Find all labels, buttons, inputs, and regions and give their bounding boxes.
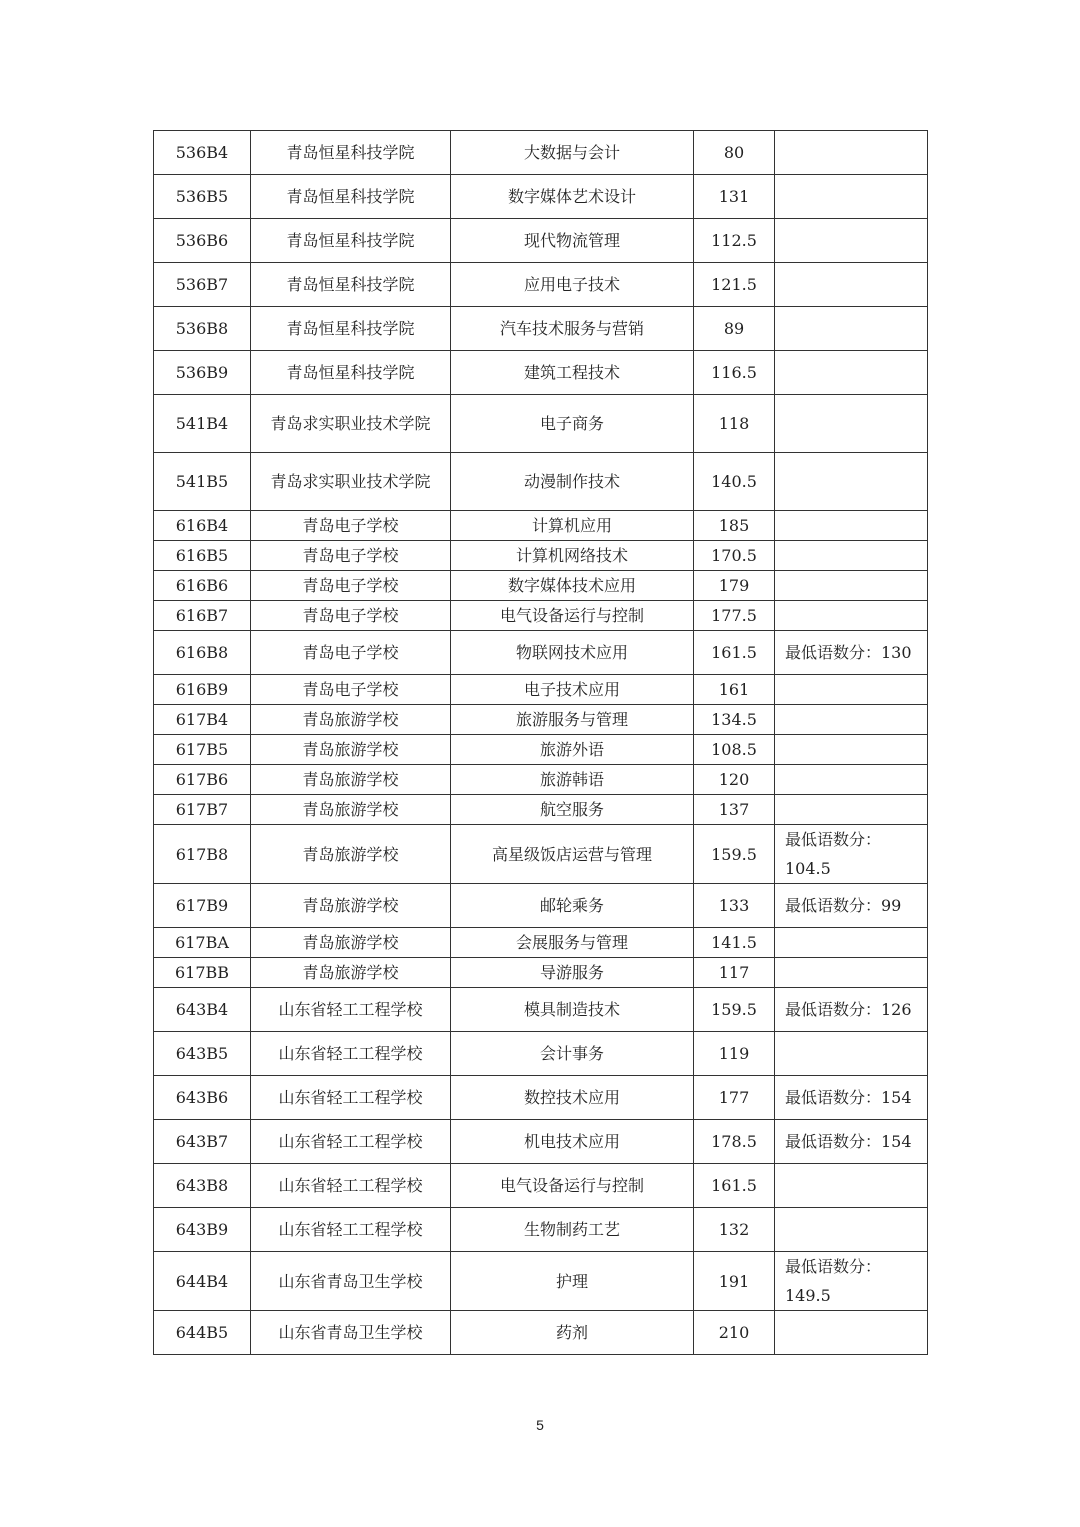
cell-school: 青岛求实职业技术学院 (251, 453, 451, 511)
cell-major: 物联网技术应用 (451, 631, 694, 675)
cell-note (775, 395, 928, 453)
cell-school: 青岛旅游学校 (251, 928, 451, 958)
cell-major: 计算机应用 (451, 511, 694, 541)
cell-note (775, 511, 928, 541)
table-row (154, 1032, 928, 1076)
cell-school: 青岛电子学校 (251, 601, 451, 631)
cell-school: 青岛旅游学校 (251, 795, 451, 825)
cell-score: 177.5 (694, 601, 775, 631)
cell-school: 青岛旅游学校 (251, 884, 451, 928)
cell-major: 大数据与会计 (451, 131, 694, 175)
cell-school: 山东省轻工工程学校 (251, 988, 451, 1032)
cell-school: 山东省青岛卫生学校 (251, 1311, 451, 1355)
cell-major: 电子商务 (451, 395, 694, 453)
cell-code: 643B9 (154, 1208, 251, 1252)
cell-code: 643B8 (154, 1164, 251, 1208)
cell-score: 116.5 (694, 351, 775, 395)
table-row (154, 1252, 928, 1311)
cell-school: 山东省轻工工程学校 (251, 1076, 451, 1120)
cell-code: 616B8 (154, 631, 251, 675)
cell-major: 电气设备运行与控制 (451, 1164, 694, 1208)
cell-major: 护理 (451, 1252, 694, 1311)
cell-code: 536B7 (154, 263, 251, 307)
cell-score: 89 (694, 307, 775, 351)
cell-score: 159.5 (694, 988, 775, 1032)
cell-code: 536B4 (154, 131, 251, 175)
cell-note (775, 175, 928, 219)
cell-code: 617B8 (154, 825, 251, 884)
cell-score: 131 (694, 175, 775, 219)
cell-major: 数字媒体艺术设计 (451, 175, 694, 219)
cell-note (775, 131, 928, 175)
cell-school: 青岛电子学校 (251, 675, 451, 705)
cell-school: 青岛旅游学校 (251, 765, 451, 795)
cell-code: 616B4 (154, 511, 251, 541)
cell-score: 170.5 (694, 541, 775, 571)
cell-code: 616B7 (154, 601, 251, 631)
cell-note (775, 219, 928, 263)
table-row (154, 928, 928, 958)
cell-score: 185 (694, 511, 775, 541)
cell-note (775, 1164, 928, 1208)
cell-major: 动漫制作技术 (451, 453, 694, 511)
cell-score: 117 (694, 958, 775, 988)
cell-school: 青岛恒星科技学院 (251, 219, 451, 263)
cell-school: 青岛恒星科技学院 (251, 175, 451, 219)
table-row (154, 795, 928, 825)
cell-score: 120 (694, 765, 775, 795)
table-row (154, 988, 928, 1032)
cell-major: 电气设备运行与控制 (451, 601, 694, 631)
cell-major: 数控技术应用 (451, 1076, 694, 1120)
cell-note (775, 795, 928, 825)
cell-note (775, 351, 928, 395)
page-number: 5 (536, 1417, 544, 1433)
table-row (154, 571, 928, 601)
cell-note (775, 1032, 928, 1076)
cell-note (775, 928, 928, 958)
cell-major: 生物制药工艺 (451, 1208, 694, 1252)
cell-note (775, 1311, 928, 1355)
cell-score: 210 (694, 1311, 775, 1355)
cell-score: 141.5 (694, 928, 775, 958)
cell-major: 航空服务 (451, 795, 694, 825)
cell-note: 最低语数分：99 (775, 884, 928, 928)
cell-code: 617B4 (154, 705, 251, 735)
table-row (154, 631, 928, 675)
cell-code: 644B5 (154, 1311, 251, 1355)
table-row (154, 1076, 928, 1120)
cell-score: 161.5 (694, 631, 775, 675)
cell-school: 青岛旅游学校 (251, 958, 451, 988)
admission-score-table (153, 130, 928, 1355)
table-row (154, 511, 928, 541)
cell-score: 137 (694, 795, 775, 825)
cell-major: 建筑工程技术 (451, 351, 694, 395)
cell-score: 177 (694, 1076, 775, 1120)
cell-major: 导游服务 (451, 958, 694, 988)
table-row (154, 1311, 928, 1355)
cell-school: 青岛恒星科技学院 (251, 263, 451, 307)
cell-note (775, 263, 928, 307)
cell-school: 青岛旅游学校 (251, 705, 451, 735)
cell-major: 高星级饭店运营与管理 (451, 825, 694, 884)
cell-note (775, 453, 928, 511)
cell-major: 现代物流管理 (451, 219, 694, 263)
cell-major: 旅游韩语 (451, 765, 694, 795)
cell-note (775, 765, 928, 795)
table-row (154, 735, 928, 765)
cell-score: 134.5 (694, 705, 775, 735)
cell-note (775, 958, 928, 988)
cell-code: 536B9 (154, 351, 251, 395)
cell-note (775, 601, 928, 631)
cell-code: 616B5 (154, 541, 251, 571)
cell-note (775, 307, 928, 351)
cell-note: 最低语数分：104.5 (775, 825, 928, 884)
cell-code: 643B7 (154, 1120, 251, 1164)
table-row (154, 263, 928, 307)
cell-major: 会展服务与管理 (451, 928, 694, 958)
cell-score: 191 (694, 1252, 775, 1311)
table-row (154, 705, 928, 735)
table-row (154, 307, 928, 351)
cell-major: 模具制造技术 (451, 988, 694, 1032)
cell-score: 159.5 (694, 825, 775, 884)
cell-school: 青岛旅游学校 (251, 735, 451, 765)
cell-school: 青岛恒星科技学院 (251, 351, 451, 395)
cell-score: 140.5 (694, 453, 775, 511)
cell-code: 616B6 (154, 571, 251, 601)
cell-note: 最低语数分：154 (775, 1076, 928, 1120)
table-row (154, 884, 928, 928)
cell-score: 133 (694, 884, 775, 928)
cell-code: 536B8 (154, 307, 251, 351)
cell-major: 旅游服务与管理 (451, 705, 694, 735)
cell-code: 617B7 (154, 795, 251, 825)
cell-major: 汽车技术服务与营销 (451, 307, 694, 351)
table-row (154, 1164, 928, 1208)
cell-note: 最低语数分：126 (775, 988, 928, 1032)
cell-note (775, 541, 928, 571)
cell-school: 山东省轻工工程学校 (251, 1120, 451, 1164)
cell-note (775, 1208, 928, 1252)
cell-score: 178.5 (694, 1120, 775, 1164)
table-row (154, 219, 928, 263)
cell-score: 118 (694, 395, 775, 453)
cell-note: 最低语数分：154 (775, 1120, 928, 1164)
cell-code: 541B4 (154, 395, 251, 453)
cell-note (775, 675, 928, 705)
table-row (154, 453, 928, 511)
table-row (154, 541, 928, 571)
cell-major: 药剂 (451, 1311, 694, 1355)
table-row (154, 1208, 928, 1252)
cell-code: 617BA (154, 928, 251, 958)
table-row (154, 675, 928, 705)
table-row (154, 765, 928, 795)
cell-major: 数字媒体技术应用 (451, 571, 694, 601)
cell-major: 机电技术应用 (451, 1120, 694, 1164)
cell-major: 会计事务 (451, 1032, 694, 1076)
table-row (154, 131, 928, 175)
cell-score: 80 (694, 131, 775, 175)
cell-score: 161.5 (694, 1164, 775, 1208)
cell-school: 青岛电子学校 (251, 631, 451, 675)
cell-code: 536B5 (154, 175, 251, 219)
cell-note: 最低语数分：149.5 (775, 1252, 928, 1311)
table-row (154, 825, 928, 884)
cell-code: 616B9 (154, 675, 251, 705)
cell-school: 山东省轻工工程学校 (251, 1208, 451, 1252)
cell-score: 132 (694, 1208, 775, 1252)
cell-code: 643B5 (154, 1032, 251, 1076)
cell-major: 旅游外语 (451, 735, 694, 765)
cell-school: 山东省轻工工程学校 (251, 1164, 451, 1208)
cell-school: 青岛求实职业技术学院 (251, 395, 451, 453)
cell-major: 计算机网络技术 (451, 541, 694, 571)
cell-code: 617B6 (154, 765, 251, 795)
cell-score: 112.5 (694, 219, 775, 263)
cell-school: 青岛电子学校 (251, 541, 451, 571)
cell-code: 644B4 (154, 1252, 251, 1311)
cell-code: 643B6 (154, 1076, 251, 1120)
cell-score: 179 (694, 571, 775, 601)
cell-score: 121.5 (694, 263, 775, 307)
table-row (154, 958, 928, 988)
cell-school: 青岛旅游学校 (251, 825, 451, 884)
cell-school: 青岛恒星科技学院 (251, 131, 451, 175)
cell-note (775, 571, 928, 601)
cell-school: 青岛电子学校 (251, 571, 451, 601)
cell-code: 541B5 (154, 453, 251, 511)
cell-school: 青岛恒星科技学院 (251, 307, 451, 351)
table-body (154, 131, 928, 1355)
table-row (154, 351, 928, 395)
cell-major: 邮轮乘务 (451, 884, 694, 928)
cell-school: 山东省青岛卫生学校 (251, 1252, 451, 1311)
cell-note (775, 735, 928, 765)
table-row (154, 1120, 928, 1164)
cell-code: 536B6 (154, 219, 251, 263)
table-row (154, 395, 928, 453)
table-row (154, 601, 928, 631)
cell-code: 643B4 (154, 988, 251, 1032)
cell-score: 108.5 (694, 735, 775, 765)
cell-code: 617B5 (154, 735, 251, 765)
cell-school: 山东省轻工工程学校 (251, 1032, 451, 1076)
cell-note: 最低语数分：130 (775, 631, 928, 675)
table-row (154, 175, 928, 219)
cell-code: 617BB (154, 958, 251, 988)
cell-major: 应用电子技术 (451, 263, 694, 307)
cell-note (775, 705, 928, 735)
cell-school: 青岛电子学校 (251, 511, 451, 541)
cell-score: 161 (694, 675, 775, 705)
cell-score: 119 (694, 1032, 775, 1076)
cell-major: 电子技术应用 (451, 675, 694, 705)
cell-code: 617B9 (154, 884, 251, 928)
